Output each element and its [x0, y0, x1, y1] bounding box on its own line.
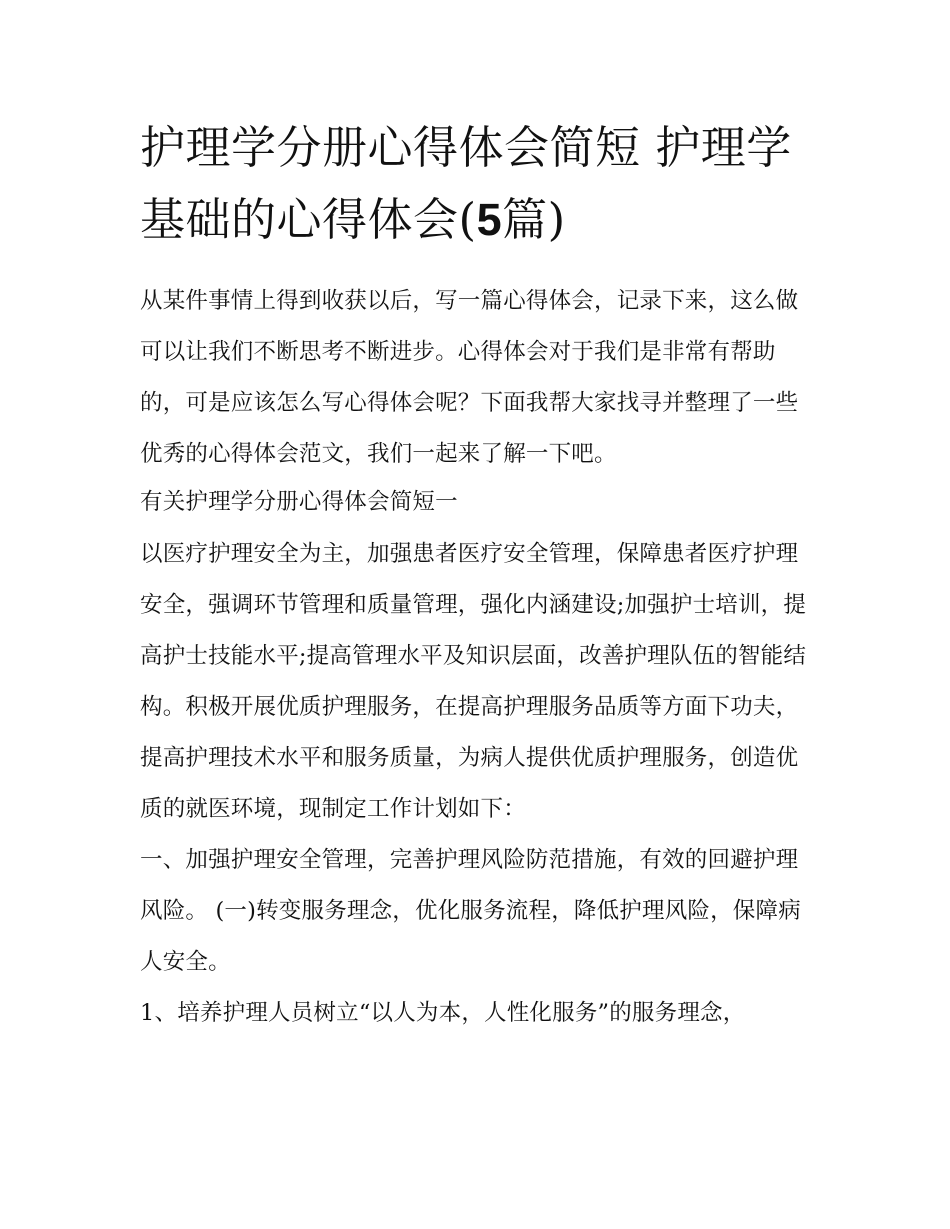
title-number: 5: [476, 194, 503, 245]
section-heading: 有关护理学分册心得体会简短一: [140, 489, 458, 515]
document-body: [140, 276, 820, 1039]
body-paragraph-2: 一、加强护理安全管理，完善护理风险防范措施，有效的回避护理风险。 (一)转变服务理念，优化服务流程，降低护理风险，保障病人安全。: [140, 847, 801, 975]
intro-paragraph: 从某件事情上得到收获以后，写一篇心得体会，记录下来，这么做可以让我们不断思考不断进步。心得体会对于我们是非常有帮助的，可是应该怎么写心得体会呢？下面我帮大家找寻并整理了一些优秀的心得体会范文，我们一起来了解一下吧。: [140, 288, 799, 467]
title-text-part1: 护理学分册心得体会简短 护理学基础的心得体会(: [140, 121, 792, 246]
title-text-part2: 篇): [502, 193, 566, 246]
body-paragraph-1: 以医疗护理安全为主，加强患者医疗安全管理，保障患者医疗护理安全，强调环节管理和质量管理，强化内涵建设;加强护士培训，提高护士技能水平;提高管理水平及知识层面，改善护理队伍的智能结构。积极开展优质护理服务，在提高护理服务品质等方面下功夫，提高护理技术水平和服务质量，为病人提供优质护理服务，创造优质的就医环境，现制定工作计划如下：: [140, 541, 807, 822]
document-title: [140, 112, 820, 256]
body-paragraph-3: 1、培养护理人员树立“以人为本，人性化服务”的服务理念，: [140, 1000, 746, 1026]
